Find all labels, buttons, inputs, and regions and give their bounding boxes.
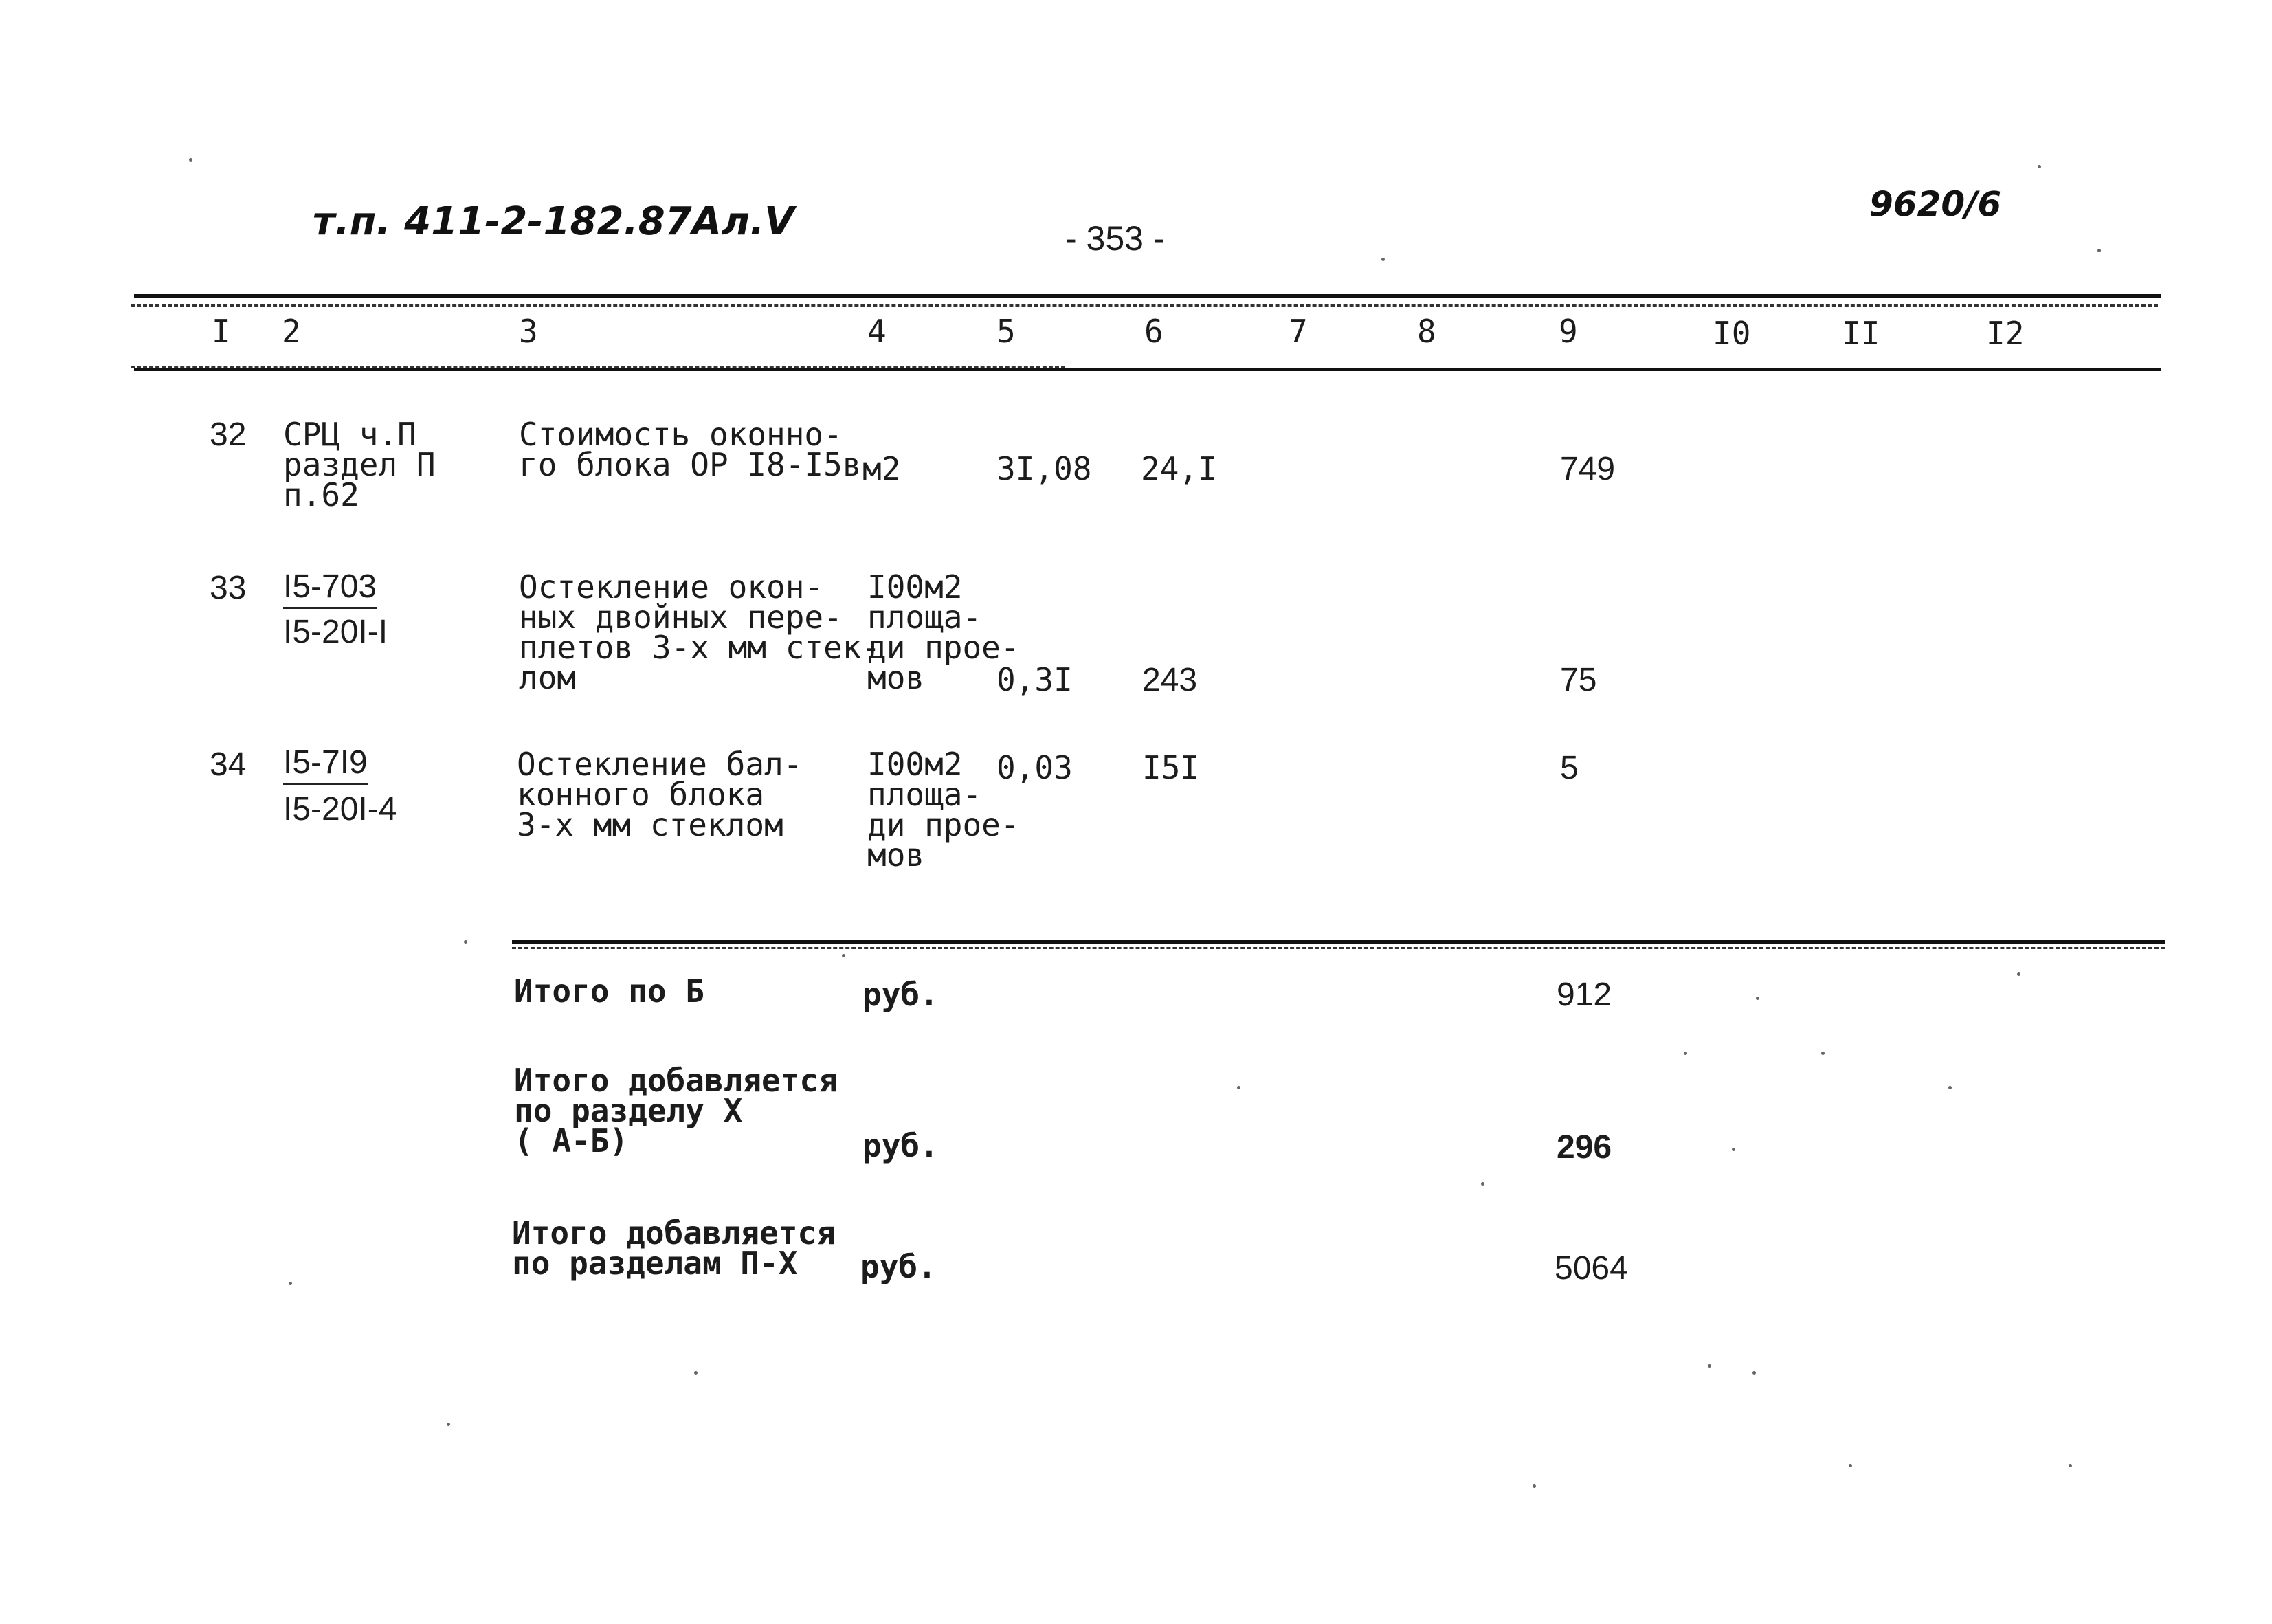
- summary-label: Итого добавляется по разделам П-Х: [512, 1214, 836, 1282]
- table-top-rule: [134, 294, 2161, 298]
- row-price: I5I: [1142, 749, 1200, 786]
- page-number: - 353 -: [1065, 219, 1165, 258]
- summary-label: Итого по Б: [514, 972, 704, 1010]
- row-number: 32: [210, 416, 247, 453]
- stamp-number: 9620/6: [1869, 184, 2002, 224]
- summary-unit: руб.: [862, 1127, 939, 1164]
- row-number: 33: [210, 570, 247, 606]
- column-header: 2: [282, 313, 301, 350]
- row-code-bottom: I5-20I-I: [283, 614, 388, 650]
- row-description: Остекление окон- ных двойных пере- плетов 3-х мм стек- лом: [519, 568, 881, 696]
- column-header: 7: [1289, 313, 1308, 350]
- summary-label: Итого добавляется по разделу Х ( А-Б): [514, 1062, 838, 1159]
- column-header: 6: [1144, 313, 1163, 350]
- table-header-dash: [131, 366, 1065, 368]
- row-price: 24,I: [1141, 450, 1217, 487]
- column-header: I: [212, 313, 231, 350]
- summary-rule: [512, 940, 2165, 944]
- summary-unit: руб.: [860, 1248, 937, 1285]
- row-code: СРЦ ч.П раздел П п.62: [283, 416, 436, 513]
- row-total: 75: [1560, 662, 1597, 698]
- summary-unit: руб.: [862, 976, 939, 1013]
- row-code-top: I5-703: [283, 568, 377, 609]
- row-qty: 3I,08: [996, 450, 1092, 487]
- row-qty: 0,3I: [996, 661, 1073, 698]
- column-header: I0: [1713, 315, 1751, 352]
- column-header: 4: [867, 313, 887, 350]
- row-code-bottom: I5-20I-4: [283, 791, 397, 827]
- summary-value: 296: [1557, 1129, 1612, 1166]
- row-number: 34: [210, 746, 247, 783]
- row-total: 5: [1560, 750, 1579, 786]
- row-unit: I00м2 площа- ди прое- мов: [867, 746, 1020, 874]
- column-header: 9: [1559, 313, 1578, 350]
- row-description: Остекление бал- конного блока 3-х мм стеклом: [517, 746, 803, 843]
- project-code: т.п. 411-2-182.87Ал.V: [313, 199, 794, 244]
- row-unit: I00м2 площа- ди прое- мов: [867, 568, 1020, 696]
- column-header: I2: [1986, 315, 2025, 352]
- column-header: 5: [996, 313, 1016, 350]
- row-price: 243: [1142, 662, 1198, 698]
- row-unit: м2: [862, 450, 901, 487]
- summary-value: 912: [1557, 977, 1612, 1013]
- row-code-top: I5-7I9: [283, 744, 368, 785]
- summary-dash: [512, 947, 2165, 949]
- column-header: 8: [1417, 313, 1436, 350]
- row-description: Стоимость оконно- го блока ОР I8-I5в: [519, 416, 862, 483]
- column-header: II: [1842, 315, 1880, 352]
- row-total: 749: [1560, 451, 1616, 487]
- column-header: 3: [519, 313, 538, 350]
- summary-value: 5064: [1555, 1250, 1628, 1287]
- row-qty: 0,03: [996, 749, 1073, 786]
- table-top-dash: [131, 304, 2158, 307]
